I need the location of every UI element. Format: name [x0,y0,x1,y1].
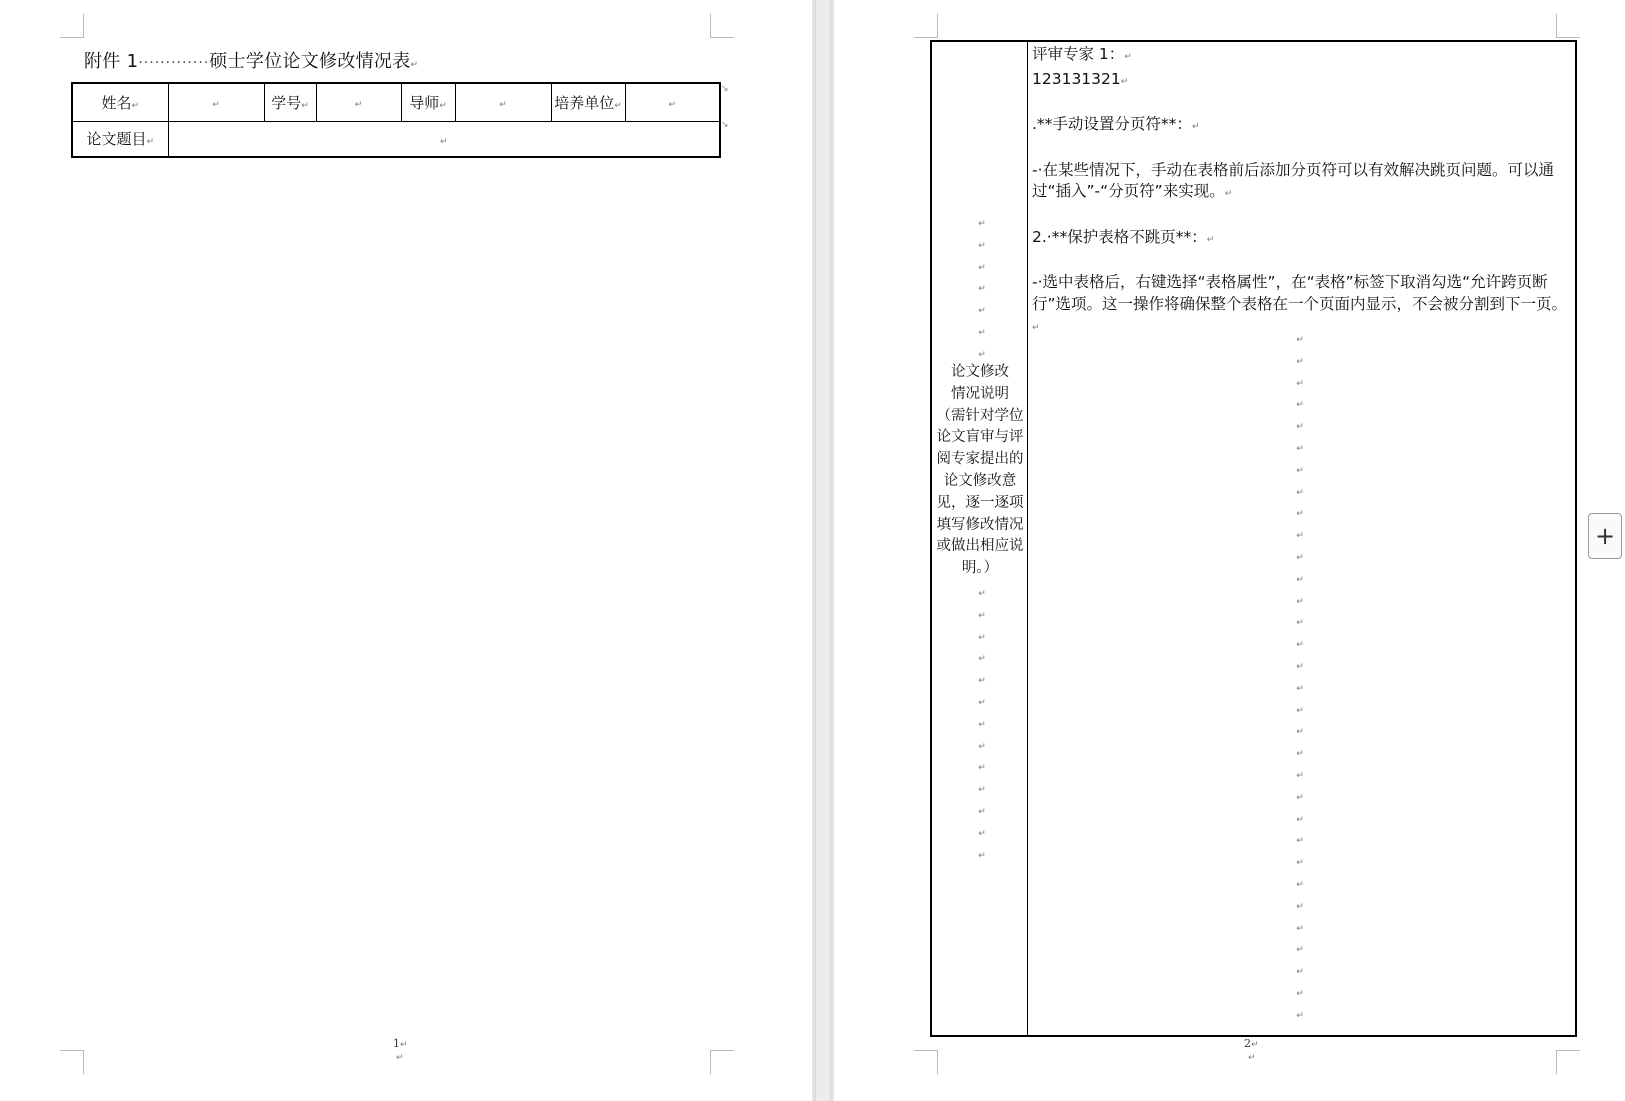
page-number: 2↵ [1244,1037,1259,1050]
unit-value-cell[interactable]: ↵ [625,83,720,121]
plus-icon: + [1594,522,1616,550]
student-id-label-cell: 学号↵ [264,83,316,121]
table-row [72,83,720,121]
thesis-title-label-cell: 论文题目↵ [72,121,168,157]
crop-mark-bottom-left [914,1050,938,1074]
item1-body: -·在某些情况下，手动在表格前后添加分页符可以有效解决跳页问题。可以通过“插入”-“分页符”来实现。↵ [1032,160,1555,200]
paragraph-marks-bottom: ↵ ↵ ↵ ↵ ↵ ↵ ↵ ↵ ↵ ↵ ↵ ↵ ↵ [978,589,986,861]
name-value-cell[interactable]: ↵ [168,83,264,121]
item1-heading: .**手动设置分页符**：↵ [1032,115,1200,133]
title-prefix: 附件 1 [84,51,139,72]
row-end-mark: ↘ [721,84,729,94]
row-end-mark: ↘ [721,120,729,130]
thesis-title-value-cell[interactable]: ↵ [168,121,720,157]
student-id-value-cell[interactable]: ↵ [316,83,401,121]
page-gutter [812,0,834,1101]
crop-mark-top-right [710,14,734,38]
name-label-cell: 姓名↵ [72,83,168,121]
crop-mark-top-left [60,14,84,38]
crop-mark-bottom-left [60,1050,84,1074]
paragraph-marks-right: ↵ ↵ ↵ ↵ ↵ ↵ ↵ ↵ ↵ ↵ ↵ ↵ ↵ ↵ ↵ ↵ ↵ ↵ ↵ ↵ ↵ ↵ ↵ ↵ ↵ ↵ ↵ ↵ ↵ ↵ ↵ ↵ [1296,335,1304,1021]
crop-mark-top-right [1556,14,1580,38]
crop-mark-top-left [914,14,938,38]
item2-body: -·选中表格后，右键选择“表格属性”，在“表格”标签下取消勾选“允许跨页断行”选项。这一操作将确保整个表格在一个页面内显示，不会被分割到下一页。↵ [1032,273,1568,333]
document-page-1 [0,0,812,1101]
paragraph-marks-top: ↵ ↵ ↵ ↵ ↵ ↵ ↵ [978,219,986,360]
unit-label-cell: 培养单位↵ [551,83,625,121]
crop-mark-bottom-right [1556,1050,1580,1074]
page-number: 1↵ [393,1037,408,1050]
revision-content-cell[interactable] [1032,44,1574,340]
advisor-value-cell[interactable]: ↵ [455,83,551,121]
paragraph-mark: ↵ [410,60,419,70]
revision-table [930,40,1577,1037]
paragraph-mark: ↵ [1248,1053,1256,1063]
revision-label-cell[interactable] [932,42,1027,1035]
crop-mark-bottom-right [710,1050,734,1074]
advisor-label-cell: 导师↵ [401,83,455,121]
table-row [72,121,720,157]
revision-description-label: 论文修改 情况说明 （需针对学位 论文盲审与评 阅专家提出的 论文修改意 见，逐一逐项 填写修改情况 或做出相应说 明。） [936,364,1024,577]
reviewer-label: 评审专家 1：↵ [1032,45,1132,63]
paragraph-mark: ↵ [396,1053,404,1063]
add-button[interactable] [1588,513,1622,559]
title-dots: ············· [138,55,210,71]
page-title[interactable] [84,47,418,73]
column-divider [1027,42,1028,1035]
reviewer-value: 123131321↵ [1032,69,1129,88]
item2-heading: 2.·**保护表格不跳页**：↵ [1032,227,1215,246]
info-table [71,82,721,158]
title-main: 硕士学位论文修改情况表 [209,51,411,72]
